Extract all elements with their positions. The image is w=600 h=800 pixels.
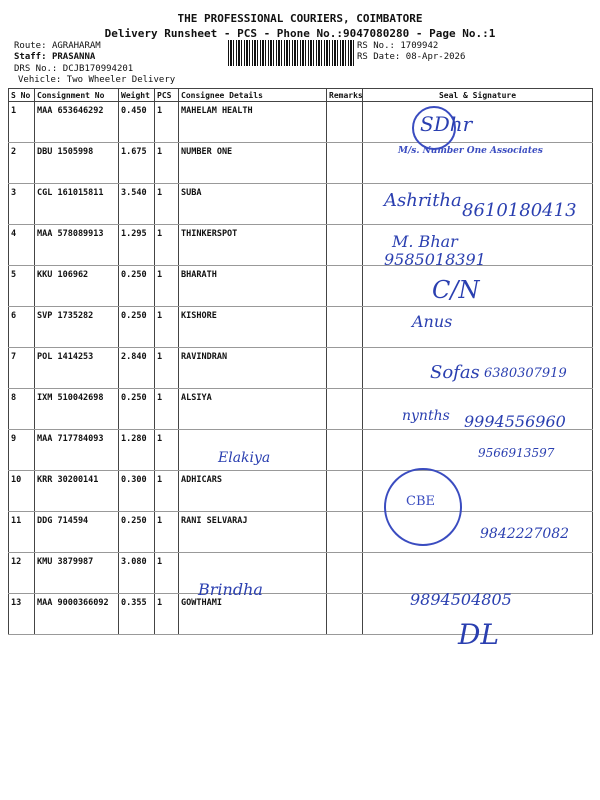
- row-pcs: 1: [155, 184, 179, 225]
- row-pcs: 1: [155, 553, 179, 594]
- rs-date-value: 08-Apr-2026: [405, 52, 466, 62]
- row-consignment: POL 1414253: [35, 348, 119, 389]
- row-consignee: THINKERSPOT: [179, 225, 327, 266]
- row-remarks: [327, 348, 363, 389]
- row-sno: 13: [9, 594, 35, 635]
- col-consignment: Consignment No: [35, 89, 119, 102]
- row-weight: 3.540: [119, 184, 155, 225]
- drs-line: [14, 64, 133, 75]
- phone-9: 9566913597: [478, 446, 555, 460]
- row-weight: 0.250: [119, 389, 155, 430]
- row-sno: 9: [9, 430, 35, 471]
- row-consignee: RANI SELVARAJ: [179, 512, 327, 553]
- row-consignment: MAA 653646292: [35, 102, 119, 143]
- signature-6: Anus: [412, 312, 453, 331]
- signature-7: Sofas: [430, 362, 480, 383]
- rs-no-value: 1709942: [400, 41, 439, 51]
- row-consignment: KMU 3879987: [35, 553, 119, 594]
- row-pcs: 1: [155, 348, 179, 389]
- row-consignee: KISHORE: [179, 307, 327, 348]
- row-consignment: DDG 714594: [35, 512, 119, 553]
- signature-4: M. Bhar: [392, 232, 458, 251]
- phone-11: 9842227082: [480, 526, 570, 542]
- row-consignment: DBU 1505998: [35, 143, 119, 184]
- phone-8: 9994556960: [464, 412, 566, 431]
- row-consignee: NUMBER ONE: [179, 143, 327, 184]
- phone-12: 9894504805: [410, 590, 512, 609]
- row-sno: 2: [9, 143, 35, 184]
- phone-3: 8610180413: [462, 200, 577, 221]
- row-pcs: 1: [155, 143, 179, 184]
- row-sno: 12: [9, 553, 35, 594]
- row-weight: 1.295: [119, 225, 155, 266]
- row-consignment: CGL 161015811: [35, 184, 119, 225]
- row-remarks: [327, 102, 363, 143]
- table-row: [9, 102, 593, 143]
- vehicle-value: Two Wheeler Delivery: [66, 75, 176, 85]
- row-sno: 11: [9, 512, 35, 553]
- rs-date-label: RS Date:: [357, 52, 401, 62]
- row-sno: 8: [9, 389, 35, 430]
- name-9: Elakiya: [218, 450, 271, 466]
- route-value: AGRAHARAM: [51, 41, 101, 51]
- row-sno: 3: [9, 184, 35, 225]
- drs-value: DCJB170994201: [62, 64, 134, 74]
- staff-value: PRASANNA: [51, 52, 96, 62]
- row-sno: 6: [9, 307, 35, 348]
- runsheet-table: [8, 88, 593, 635]
- row-pcs: 1: [155, 512, 179, 553]
- route-line: [14, 41, 101, 52]
- rs-no-label: RS No.:: [357, 41, 395, 51]
- row-pcs: 1: [155, 266, 179, 307]
- col-signature: Seal & Signature: [363, 89, 593, 102]
- row-weight: 1.280: [119, 430, 155, 471]
- row-remarks: [327, 389, 363, 430]
- row-remarks: [327, 430, 363, 471]
- runsheet-subtitle: Delivery Runsheet - PCS - Phone No.:9047080280 - Page No.:1: [104, 27, 496, 40]
- col-remarks: Remarks: [327, 89, 363, 102]
- row-remarks: [327, 143, 363, 184]
- row-consignment: KKU 106962: [35, 266, 119, 307]
- staff-line: [14, 52, 95, 63]
- staff-label: Staff:: [14, 52, 47, 62]
- col-sno: S No: [9, 89, 35, 102]
- table-row: [9, 307, 593, 348]
- row-pcs: 1: [155, 102, 179, 143]
- row-pcs: 1: [155, 389, 179, 430]
- col-consignee: Consignee Details: [179, 89, 327, 102]
- stamp-cbe-text: CBE: [406, 494, 435, 509]
- table-row: [9, 225, 593, 266]
- row-consignee: MAHELAM HEALTH: [179, 102, 327, 143]
- row-consignment: KRR 30200141: [35, 471, 119, 512]
- vehicle-line: [18, 75, 175, 86]
- rs-no-line: [357, 41, 438, 52]
- rs-date-line: [357, 52, 465, 63]
- phone-4: 9585018391: [384, 250, 486, 269]
- row-remarks: [327, 266, 363, 307]
- name-12: Brindha: [198, 580, 263, 599]
- row-pcs: 1: [155, 430, 179, 471]
- table-row: [9, 471, 593, 512]
- row-remarks: [327, 553, 363, 594]
- row-weight: 3.080: [119, 553, 155, 594]
- row-remarks: [327, 512, 363, 553]
- row-sno: 10: [9, 471, 35, 512]
- row-weight: 0.250: [119, 266, 155, 307]
- row-pcs: 1: [155, 307, 179, 348]
- signature-3: Ashritha: [384, 190, 462, 211]
- row-pcs: 1: [155, 594, 179, 635]
- signature-1: SDhr: [420, 112, 473, 136]
- row-consignment: MAA 578089913: [35, 225, 119, 266]
- table-row: [9, 553, 593, 594]
- row-pcs: 1: [155, 471, 179, 512]
- row-signature: [363, 102, 593, 143]
- row-consignment: MAA 9000366092: [35, 594, 119, 635]
- vehicle-label: Vehicle:: [18, 75, 62, 85]
- row-consignee: SUBA: [179, 184, 327, 225]
- row-weight: 0.250: [119, 512, 155, 553]
- row-consignee: ADHICARS: [179, 471, 327, 512]
- row-remarks: [327, 307, 363, 348]
- row-consignment: MAA 717784093: [35, 430, 119, 471]
- stamp-number-one: M/s. Number One Associates: [398, 146, 543, 156]
- route-label: Route:: [14, 41, 47, 51]
- row-sno: 1: [9, 102, 35, 143]
- row-sno: 7: [9, 348, 35, 389]
- row-weight: 0.250: [119, 307, 155, 348]
- row-weight: 0.300: [119, 471, 155, 512]
- row-remarks: [327, 594, 363, 635]
- row-sno: 5: [9, 266, 35, 307]
- row-consignee: RAVINDRAN: [179, 348, 327, 389]
- col-pcs: PCS: [155, 89, 179, 102]
- row-remarks: [327, 184, 363, 225]
- row-signature: [363, 553, 593, 594]
- drs-label: DRS No.:: [14, 64, 58, 74]
- row-weight: 0.450: [119, 102, 155, 143]
- barcode: [228, 40, 354, 66]
- runsheet-title: THE PROFESSIONAL COURIERS, COIMBATORE: [177, 12, 423, 25]
- signature-13: DL: [458, 618, 500, 651]
- row-remarks: [327, 225, 363, 266]
- row-weight: 0.355: [119, 594, 155, 635]
- signature-8: nynths: [402, 408, 450, 424]
- signature-5: C/N: [432, 276, 480, 304]
- phone-7: 6380307919: [484, 366, 567, 381]
- row-weight: 1.675: [119, 143, 155, 184]
- row-pcs: 1: [155, 225, 179, 266]
- row-remarks: [327, 471, 363, 512]
- table-row: [9, 266, 593, 307]
- row-consignee: GOWTHAMI: [179, 594, 327, 635]
- row-signature: [363, 307, 593, 348]
- row-weight: 2.840: [119, 348, 155, 389]
- col-weight: Weight: [119, 89, 155, 102]
- row-consignee: ALSIYA: [179, 389, 327, 430]
- table-header-row: [9, 89, 593, 102]
- row-consignment: IXM 510042698: [35, 389, 119, 430]
- row-sno: 4: [9, 225, 35, 266]
- row-consignment: SVP 1735282: [35, 307, 119, 348]
- row-consignee: BHARATH: [179, 266, 327, 307]
